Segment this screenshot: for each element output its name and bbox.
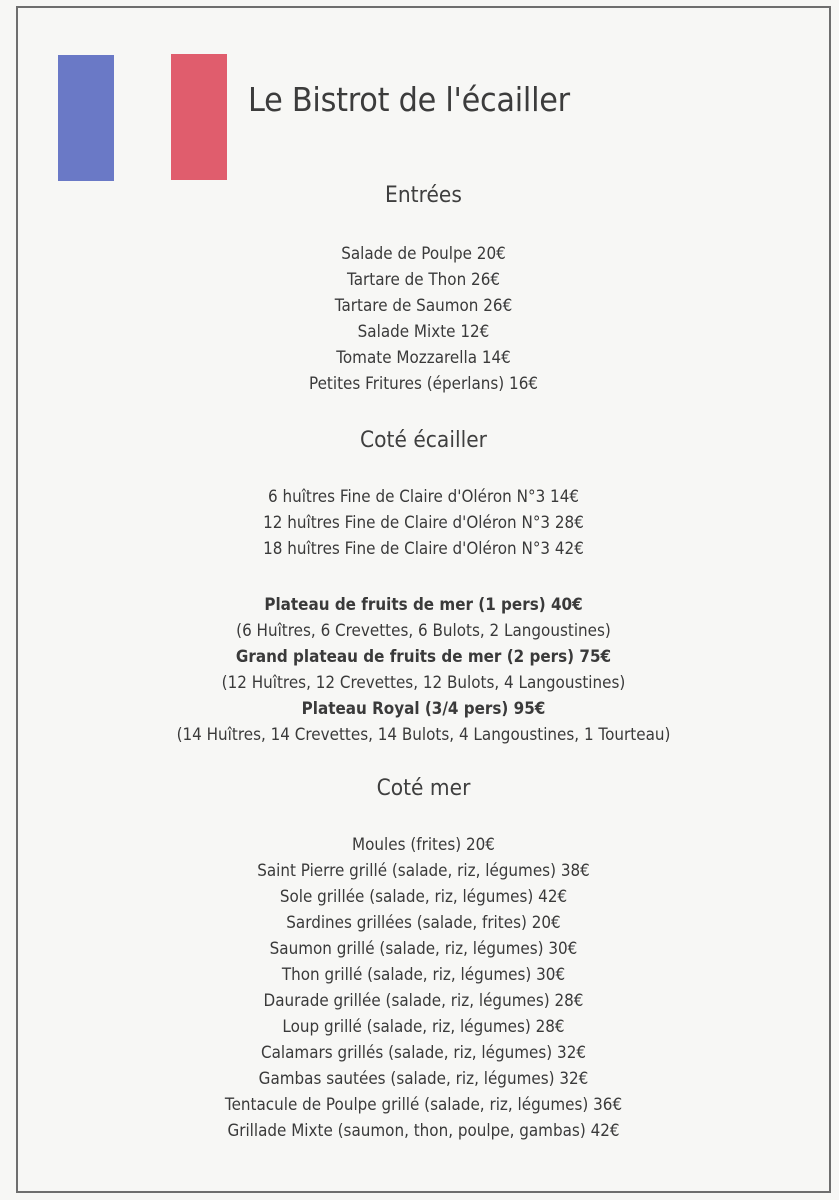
entrees-list [49, 241, 799, 397]
plateaux-list [49, 592, 799, 748]
menu-item: Thon grillé (salade, riz, légumes) 30€ [281, 965, 566, 984]
menu-item: Sardines grillées (salade, frites) 20€ [286, 913, 561, 932]
section-heading-ecailler: Coté écailler [360, 428, 487, 453]
menu-item: Tartare de Thon 26€ [346, 270, 501, 289]
flag-blue-stripe [58, 55, 114, 181]
restaurant-title: Le Bistrot de l'écailler [248, 80, 570, 119]
menu-item: Salade Mixte 12€ [357, 322, 490, 341]
menu-item: Saint Pierre grillé (salade, riz, légumes) 38€ [257, 861, 590, 880]
menu-item: Loup grillé (salade, riz, légumes) 28€ [282, 1017, 565, 1036]
plateau-detail: (6 Huîtres, 6 Crevettes, 6 Bulots, 2 Langoustines) [236, 621, 611, 640]
menu-item: Tomate Mozzarella 14€ [336, 348, 511, 367]
menu-item: Grillade Mixte (saumon, thon, poulpe, gambas) 42€ [227, 1121, 620, 1140]
menu-item: Daurade grillée (salade, riz, légumes) 28€ [263, 991, 584, 1010]
menu-item: 18 huîtres Fine de Claire d'Oléron N°3 42€ [263, 539, 584, 558]
plateau-detail: (14 Huîtres, 14 Crevettes, 14 Bulots, 4 Langoustines, 1 Tourteau) [176, 725, 671, 744]
section-heading-mer: Coté mer [376, 776, 471, 801]
menu-item: Saumon grillé (salade, riz, légumes) 30€ [269, 939, 578, 958]
plateau-detail: (12 Huîtres, 12 Crevettes, 12 Bulots, 4 Langoustines) [221, 673, 626, 692]
menu-item: Tartare de Saumon 26€ [334, 296, 513, 315]
mer-list [49, 832, 799, 1144]
menu-item: Sole grillée (salade, riz, légumes) 42€ [279, 887, 568, 906]
menu-item: Calamars grillés (salade, riz, légumes) 32€ [260, 1043, 587, 1062]
menu-item: Gambas sautées (salade, riz, légumes) 32€ [258, 1069, 589, 1088]
menu-item: 12 huîtres Fine de Claire d'Oléron N°3 28€ [263, 513, 584, 532]
section-heading-entrees: Entrées [385, 183, 462, 208]
menu-item: 6 huîtres Fine de Claire d'Oléron N°3 14€ [267, 487, 580, 506]
oysters-list [49, 484, 799, 562]
menu-item: Petites Fritures (éperlans) 16€ [308, 374, 539, 393]
plateau-name: Plateau Royal (3/4 pers) 95€ [301, 699, 546, 718]
plateau-name: Plateau de fruits de mer (1 pers) 40€ [264, 595, 583, 614]
flag-red-stripe [171, 54, 227, 180]
menu-item: Moules (frites) 20€ [352, 835, 495, 854]
menu-item: Tentacule de Poulpe grillé (salade, riz, légumes) 36€ [224, 1095, 623, 1114]
plateau-name: Grand plateau de fruits de mer (2 pers) 75€ [235, 647, 612, 666]
menu-item: Salade de Poulpe 20€ [341, 244, 506, 263]
